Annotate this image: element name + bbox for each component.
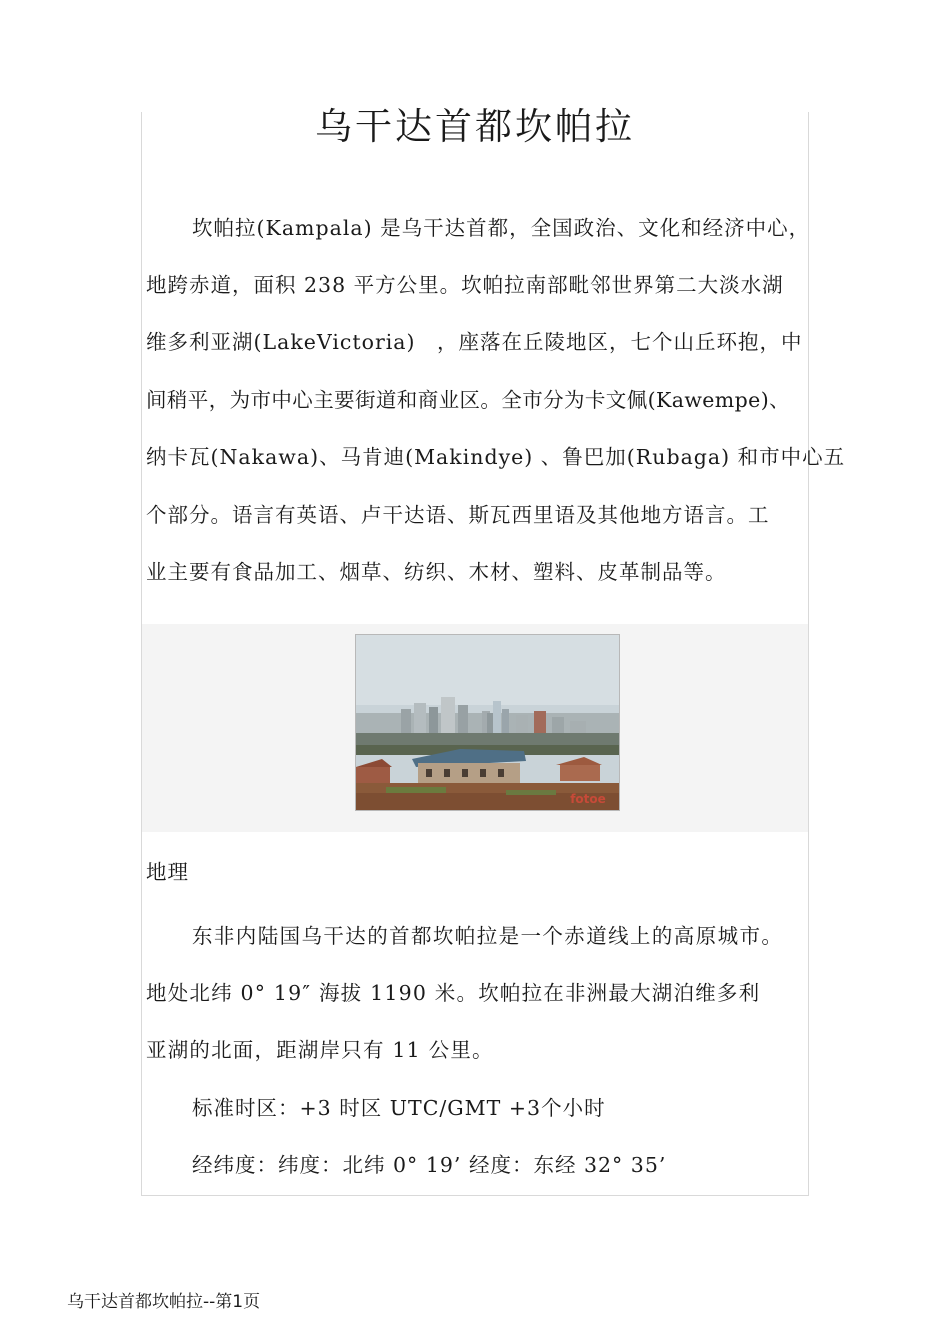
document-title: 乌干达首都坎帕拉 xyxy=(315,105,635,148)
intro-line: 坎帕拉(Kampala) 是乌干达首都，全国政治、文化和经济中心， xyxy=(192,216,811,240)
geo-line: 亚湖的北面，距湖岸只有 11 公里。 xyxy=(146,1038,494,1062)
geo-line: 东非内陆国乌干达的首都坎帕拉是一个赤道线上的高原城市。 xyxy=(192,924,784,948)
coordinates-line: 经纬度：纬度：北纬 0° 19’ 经度：东经 32° 35’ xyxy=(192,1153,667,1177)
intro-line: 纳卡瓦(Nakawa)、马肯迪(Makindye) 、鲁巴加(Rubaga) 和市中心五 xyxy=(146,445,846,469)
intro-line: 个部分。语言有英语、卢干达语、斯瓦西里语及其他地方语言。工 xyxy=(146,503,770,527)
intro-line: 业主要有食品加工、烟草、纺织、木材、塑料、皮革制品等。 xyxy=(146,560,727,584)
intro-line: 维多利亚湖(LakeVictoria) ，座落在丘陵地区，七个山丘环抱，中 xyxy=(146,330,803,354)
section-heading: 地理 xyxy=(146,860,189,884)
photo-watermark: fotoe xyxy=(570,792,606,806)
city-skyline-photo xyxy=(355,634,620,811)
intro-line: 地跨赤道，面积 238 平方公里。坎帕拉南部毗邻世界第二大淡水湖 xyxy=(146,273,784,297)
timezone-line: 标准时区：+3 时区 UTC/GMT +3个小时 xyxy=(192,1096,606,1120)
page-footer: 乌干达首都坎帕拉--第1页 xyxy=(67,1292,261,1312)
intro-line: 间稍平，为市中心主要街道和商业区。全市分为卡文佩(Kawempe)、 xyxy=(146,388,791,412)
geo-line: 地处北纬 0° 19″ 海拔 1190 米。坎帕拉在非洲最大湖泊维多利 xyxy=(146,981,761,1005)
